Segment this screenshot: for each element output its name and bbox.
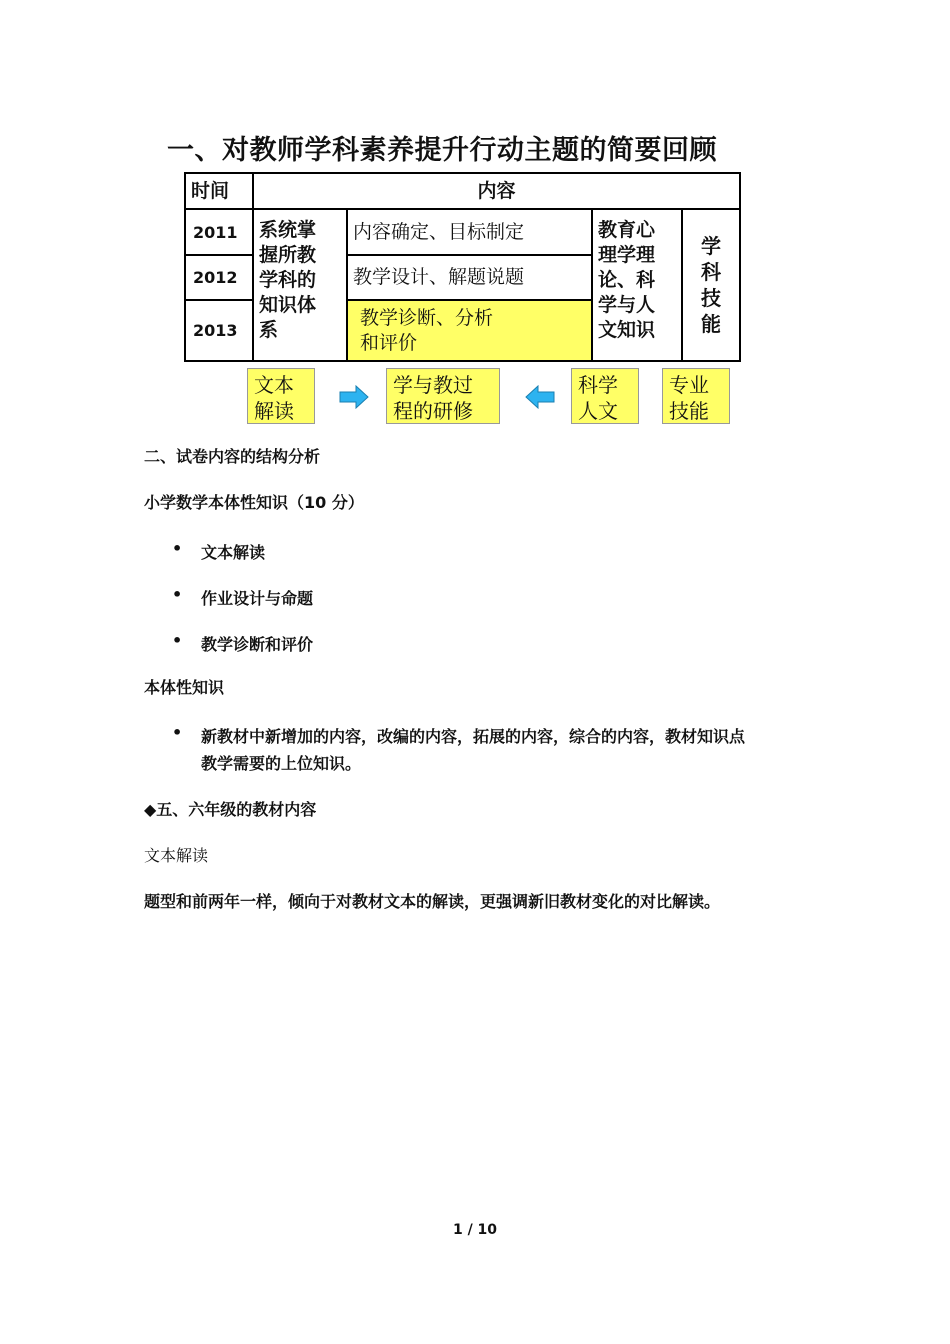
header-content: 内容 <box>253 173 740 209</box>
theory-line: 文知识 <box>598 319 656 342</box>
figure-title: 一、对教师学科素养提升行动主题的简要回顾 <box>167 135 717 166</box>
box-text-reading <box>247 368 315 424</box>
skill-char: 学 <box>701 234 721 259</box>
year-2011: 2011 <box>185 209 253 254</box>
theory-line: 教育心 <box>598 219 656 242</box>
content-2011: 内容确定、目标制定 <box>347 209 592 254</box>
skill-char: 科 <box>701 260 721 285</box>
content-2013 <box>347 300 592 361</box>
box-line: 程的研修 <box>393 399 473 423</box>
subheading-ontological-knowledge: 小学数学本体性知识（10 分） <box>144 493 364 512</box>
system-line: 系统掌 <box>259 219 317 242</box>
header-time: 时间 <box>185 173 253 209</box>
review-table <box>184 172 741 362</box>
bullet-icon: • <box>172 631 183 650</box>
left-arrow-icon <box>524 385 556 409</box>
list-item-line: 教学需要的上位知识。 <box>201 754 362 773</box>
box-teaching-process <box>386 368 500 424</box>
system-line: 握所教 <box>259 244 317 267</box>
content-2012: 教学设计、解题说题 <box>347 255 592 300</box>
skill-cell <box>682 209 740 361</box>
theory-cell <box>592 209 682 361</box>
box-line: 学与教过 <box>393 373 473 397</box>
box-line: 科学 <box>578 373 618 397</box>
system-line: 知识体 <box>259 294 317 317</box>
conclusion-paragraph: 题型和前两年一样，倾向于对教材文本的解读，更强调新旧教材变化的对比解读。 <box>144 892 721 911</box>
bullet-icon: • <box>172 585 183 604</box>
list-item-text: 作业设计与命题 <box>201 589 314 608</box>
theory-line: 理学理 <box>598 244 656 267</box>
subheading-body-knowledge: 本体性知识 <box>144 678 225 697</box>
theory-line: 学与人 <box>598 294 656 317</box>
system-line: 系 <box>259 319 279 342</box>
content-2013-line2: 和评价 <box>360 331 418 354</box>
box-science-humanities <box>571 368 639 424</box>
box-line: 专业 <box>669 373 709 397</box>
theory-line: 论、科 <box>598 269 656 292</box>
list-item-text: 文本解读 <box>201 543 266 562</box>
box-line: 文本 <box>254 373 294 397</box>
box-line: 人文 <box>578 399 618 423</box>
list-item-line: 新教材中新增加的内容，改编的内容，拓展的内容，综合的内容，教材知识点 <box>201 727 746 746</box>
bullet-icon: • <box>172 723 183 742</box>
year-2013: 2013 <box>185 300 253 361</box>
box-line: 技能 <box>669 399 709 423</box>
page-number: 1 / 10 <box>452 1222 498 1238</box>
list-item-text: 教学诊断和评价 <box>201 635 314 654</box>
text-reading-label: 文本解读 <box>144 846 209 865</box>
system-line: 学科的 <box>259 269 317 292</box>
box-line: 解读 <box>254 399 294 423</box>
system-knowledge-cell <box>253 209 347 361</box>
right-arrow-icon <box>338 385 370 409</box>
skill-char: 能 <box>701 312 721 337</box>
year-2012: 2012 <box>185 255 253 300</box>
skill-char: 技 <box>701 286 721 311</box>
section-heading-grade56: ◆五、六年级的教材内容 <box>144 800 317 819</box>
list-item-text <box>201 723 745 777</box>
box-professional-skills <box>662 368 730 424</box>
content-2013-line1: 教学诊断、分析 <box>360 306 494 329</box>
bullet-icon: • <box>172 539 183 558</box>
section-heading-2: 二、试卷内容的结构分析 <box>144 447 321 466</box>
